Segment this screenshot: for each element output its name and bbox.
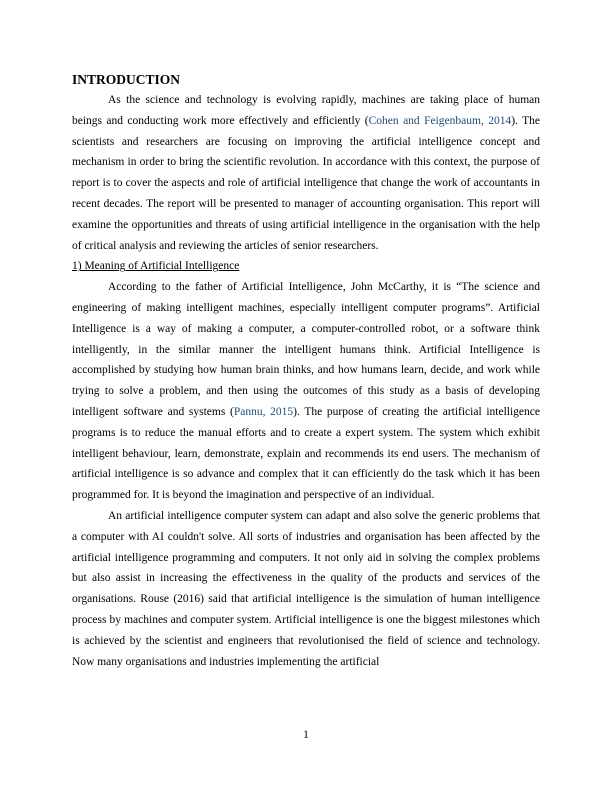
page-number: 1 — [303, 729, 309, 741]
intro-paragraph — [72, 90, 540, 256]
citation-cohen-feigenbaum: Cohen and Feigenbaum, 2014 — [368, 114, 512, 127]
intro-text-end: ). The scientists and researchers are focusing on improving the artificial intelligence concept and mechanism in order to bring the scientific revolution. In accordance with this context, the purpose of report is to cover the aspects and role of artificial intelligence that change the work of accountants in recent decades. The report will be presented to manager of accounting organisation. This report will examine the opportunities and threats of using artificial intelligence in the organisation with the help of critical analysis and reviewing the articles of senior researchers. — [72, 114, 540, 252]
meaning-text-start: According to the father of Artificial Intelligence, John McCarthy, it is “The science and engineering of making intelligent machines, especially intelligent computer programs”. Artificial Intelligence is a way of making a computer, a computer-controlled robot, or a software think intelligently, in the similar manner the intelligent humans think. Artificial Intelligence is accomplished by studying how human brain thinks, and how humans learn, decide, and work while trying to solve a problem, and then using the outcomes of this study as a basis of developing intelligent software and systems ( — [72, 281, 540, 418]
intro-text-start: As the science and technology is evolving rapidly, machines are taking place of human beings and conducting work more effectively and efficiently ( — [72, 94, 540, 127]
section-heading: INTRODUCTION — [72, 72, 181, 87]
citation-pannu: Pannu, 2015 — [233, 405, 294, 418]
page-content — [72, 71, 540, 672]
subsection-heading: 1) Meaning of Artificial Intelligence — [72, 260, 240, 273]
meaning-text-end: ). The purpose of creating the artificial intelligence programs is to reduce the manual efforts and to create a expert system. The system which exhibit intelligent behaviour, learn, demonstrate, explain and recommends its end users. The mechanism of artificial intelligence is so advance and complex that it can efficiently do the task which it has been programmed for. It is beyond the imagination and perspective of an individual. — [72, 405, 540, 502]
meaning-paragraph — [72, 277, 540, 506]
ai-system-paragraph: An artificial intelligence computer system can adapt and also solve the generic problems that a computer with AI couldn't solve. All sorts of industries and organisation has been affected by the artificial intelligence programming and computers. It not only aid in solving the complex problems but also assist in increasing the effectiveness in the quality of the products and services of the organisations. Rouse (2016) said that artificial intelligence is the simulation of human intelligence process by machines and computer system. Artificial intelligence is one the biggest milestones which is achieved by the scientist and engineers that revolutionised the field of science and technology. Now many organisations and industries implementing the artificial — [72, 509, 540, 668]
